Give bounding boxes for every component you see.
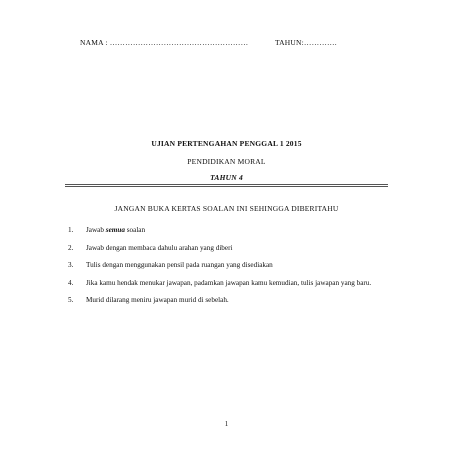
instruction-text: Murid dilarang meniru jawapan murid di sebelah. <box>86 296 229 304</box>
emphasis-text: semua <box>105 226 125 234</box>
exam-title: UJIAN PERTENGAHAN PENGGAL 1 2015 <box>151 139 302 148</box>
instruction-number: 1. <box>68 226 74 234</box>
instruction-item <box>68 244 398 253</box>
page-number: 1 <box>224 420 229 428</box>
instruction-text: Jawab dengan membaca dahulu arahan yang diberi <box>86 243 233 252</box>
warning-text: JANGAN BUKA KERTAS SOALAN INI SEHINGGA DIBERITAHU <box>114 204 339 213</box>
instructions-list <box>68 226 398 314</box>
instruction-number: 5. <box>68 296 74 304</box>
instruction-number: 3. <box>68 261 74 269</box>
student-info-header <box>80 38 337 47</box>
double-divider-line <box>65 184 388 187</box>
year-field-label: TAHUN:…………. <box>275 38 337 47</box>
instruction-item <box>68 296 398 305</box>
instruction-item <box>68 226 398 235</box>
instruction-number: 4. <box>68 278 74 287</box>
year-label: TAHUN 4 <box>210 173 243 182</box>
subject-title: PENDIDIKAN MORAL <box>187 157 266 166</box>
instruction-item <box>68 261 398 270</box>
name-field-label: NAMA : ……………………………………………… <box>80 38 249 47</box>
instruction-text: Jika kamu hendak menukar jawapan, padamkan jawapan kamu kemudian, tulis jawapan yang baru. <box>86 278 372 287</box>
instruction-item <box>68 279 398 288</box>
instruction-text: Jawab semua soalan <box>86 226 146 234</box>
instruction-number: 2. <box>68 243 74 252</box>
instruction-text: Tulis dengan menggunakan pensil pada ruangan yang disediakan <box>86 261 273 269</box>
